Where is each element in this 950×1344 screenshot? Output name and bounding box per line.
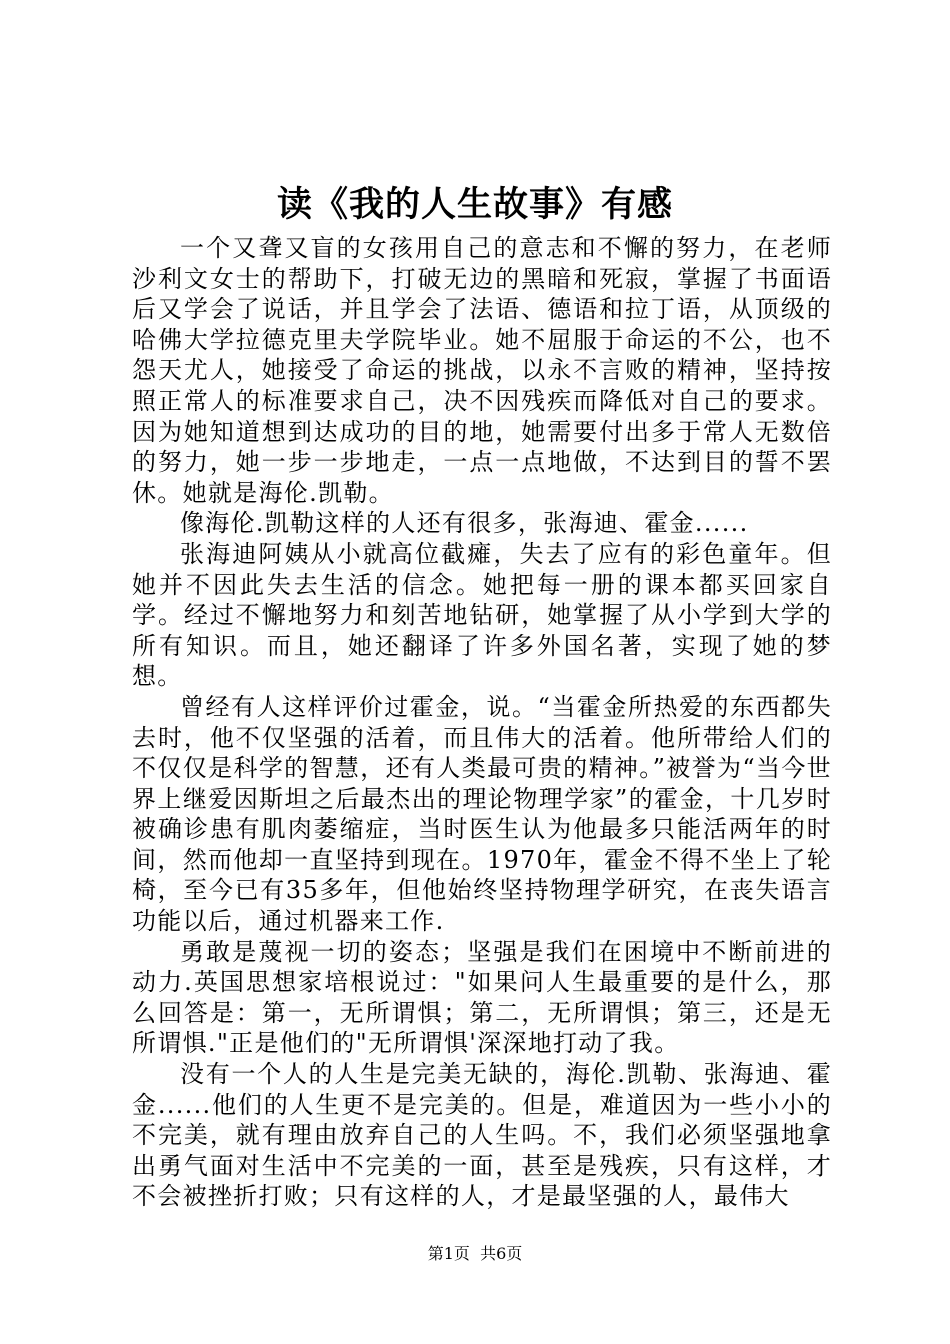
document-title: 读《我的人生故事》有感 <box>276 184 673 225</box>
paragraph-courage: 勇敢是蔑视一切的姿态；坚强是我们在困境中不断前进的动力.英国思想家培根说过："如果问人生最重要的是什么，那么回答是：第一，无所谓惧；第二，无所谓惧；第三，还是无所谓惧."正是他们的"无所谓惧'深深地打动了我。 <box>132 937 832 1058</box>
paragraph-conclusion: 没有一个人的人生是完美无缺的，海伦.凯勒、张海迪、霍金......他们的人生更不是完美的。但是，难道因为一些小小的不完美，就有理由放弃自己的人生吗。不，我们必须坚强地拿出勇气面对生活中不完美的一面，甚至是残疾，只有这样，才不会被挫折打败；只有这样的人，才是最坚强的人，最伟大 <box>132 1060 832 1211</box>
page-footer <box>0 1242 950 1266</box>
paragraph-hawking: 曾经有人这样评价过霍金，说。“当霍金所热爱的东西都失去时，他不仅坚强的活着，而且伟大的活着。他所带给人们的不仅仅是科学的智慧，还有人类最可贵的精神。”被誉为“当今世界上继爱因斯坦之后最杰出的理论物理学家”的霍金，十几岁时被确诊患有肌肉萎缩症，当时医生认为他最多只能活两年的时间，然而他却一直坚持到现在。1970年，霍金不得不坐上了轮椅，至今已有35多年，但他始终坚持物理学研究，在丧失语言功能以后，通过机器来工作. <box>132 692 832 936</box>
paragraph-helen-keller: 一个又聋又盲的女孩用自己的意志和不懈的努力，在老师沙利文女士的帮助下，打破无边的黑暗和死寂，掌握了书面语后又学会了说话，并且学会了法语、德语和拉丁语，从顶级的哈佛大学拉德克里夫学院毕业。她不屈服于命运的不公，也不怨天尤人，她接受了命运的挑战，以永不言败的精神，坚持按照正常人的标准要求自己，决不因残疾而降低对自己的要求。因为她知道想到达成功的目的地，她需要付出多于常人无数倍的努力，她一步一步地走，一点一点地做，不达到目的誓不罢休。她就是海伦.凯勒。 <box>132 234 832 507</box>
paragraph-zhang-haidi: 张海迪阿姨从小就高位截瘫，失去了应有的彩色童年。但她并不因此失去生活的信念。她把每一册的课本都买回家自学。经过不懈地努力和刻苦地钻研，她掌握了从小学到大学的所有知识。而且，她还翻译了许多外国名著，实现了她的梦想。 <box>132 539 832 691</box>
document-body <box>132 233 832 1212</box>
paragraph-others: 像海伦.凯勒这样的人还有很多，张海迪、霍金...... <box>180 509 749 538</box>
page-number-label: 第1页 共6页 <box>427 1244 523 1263</box>
